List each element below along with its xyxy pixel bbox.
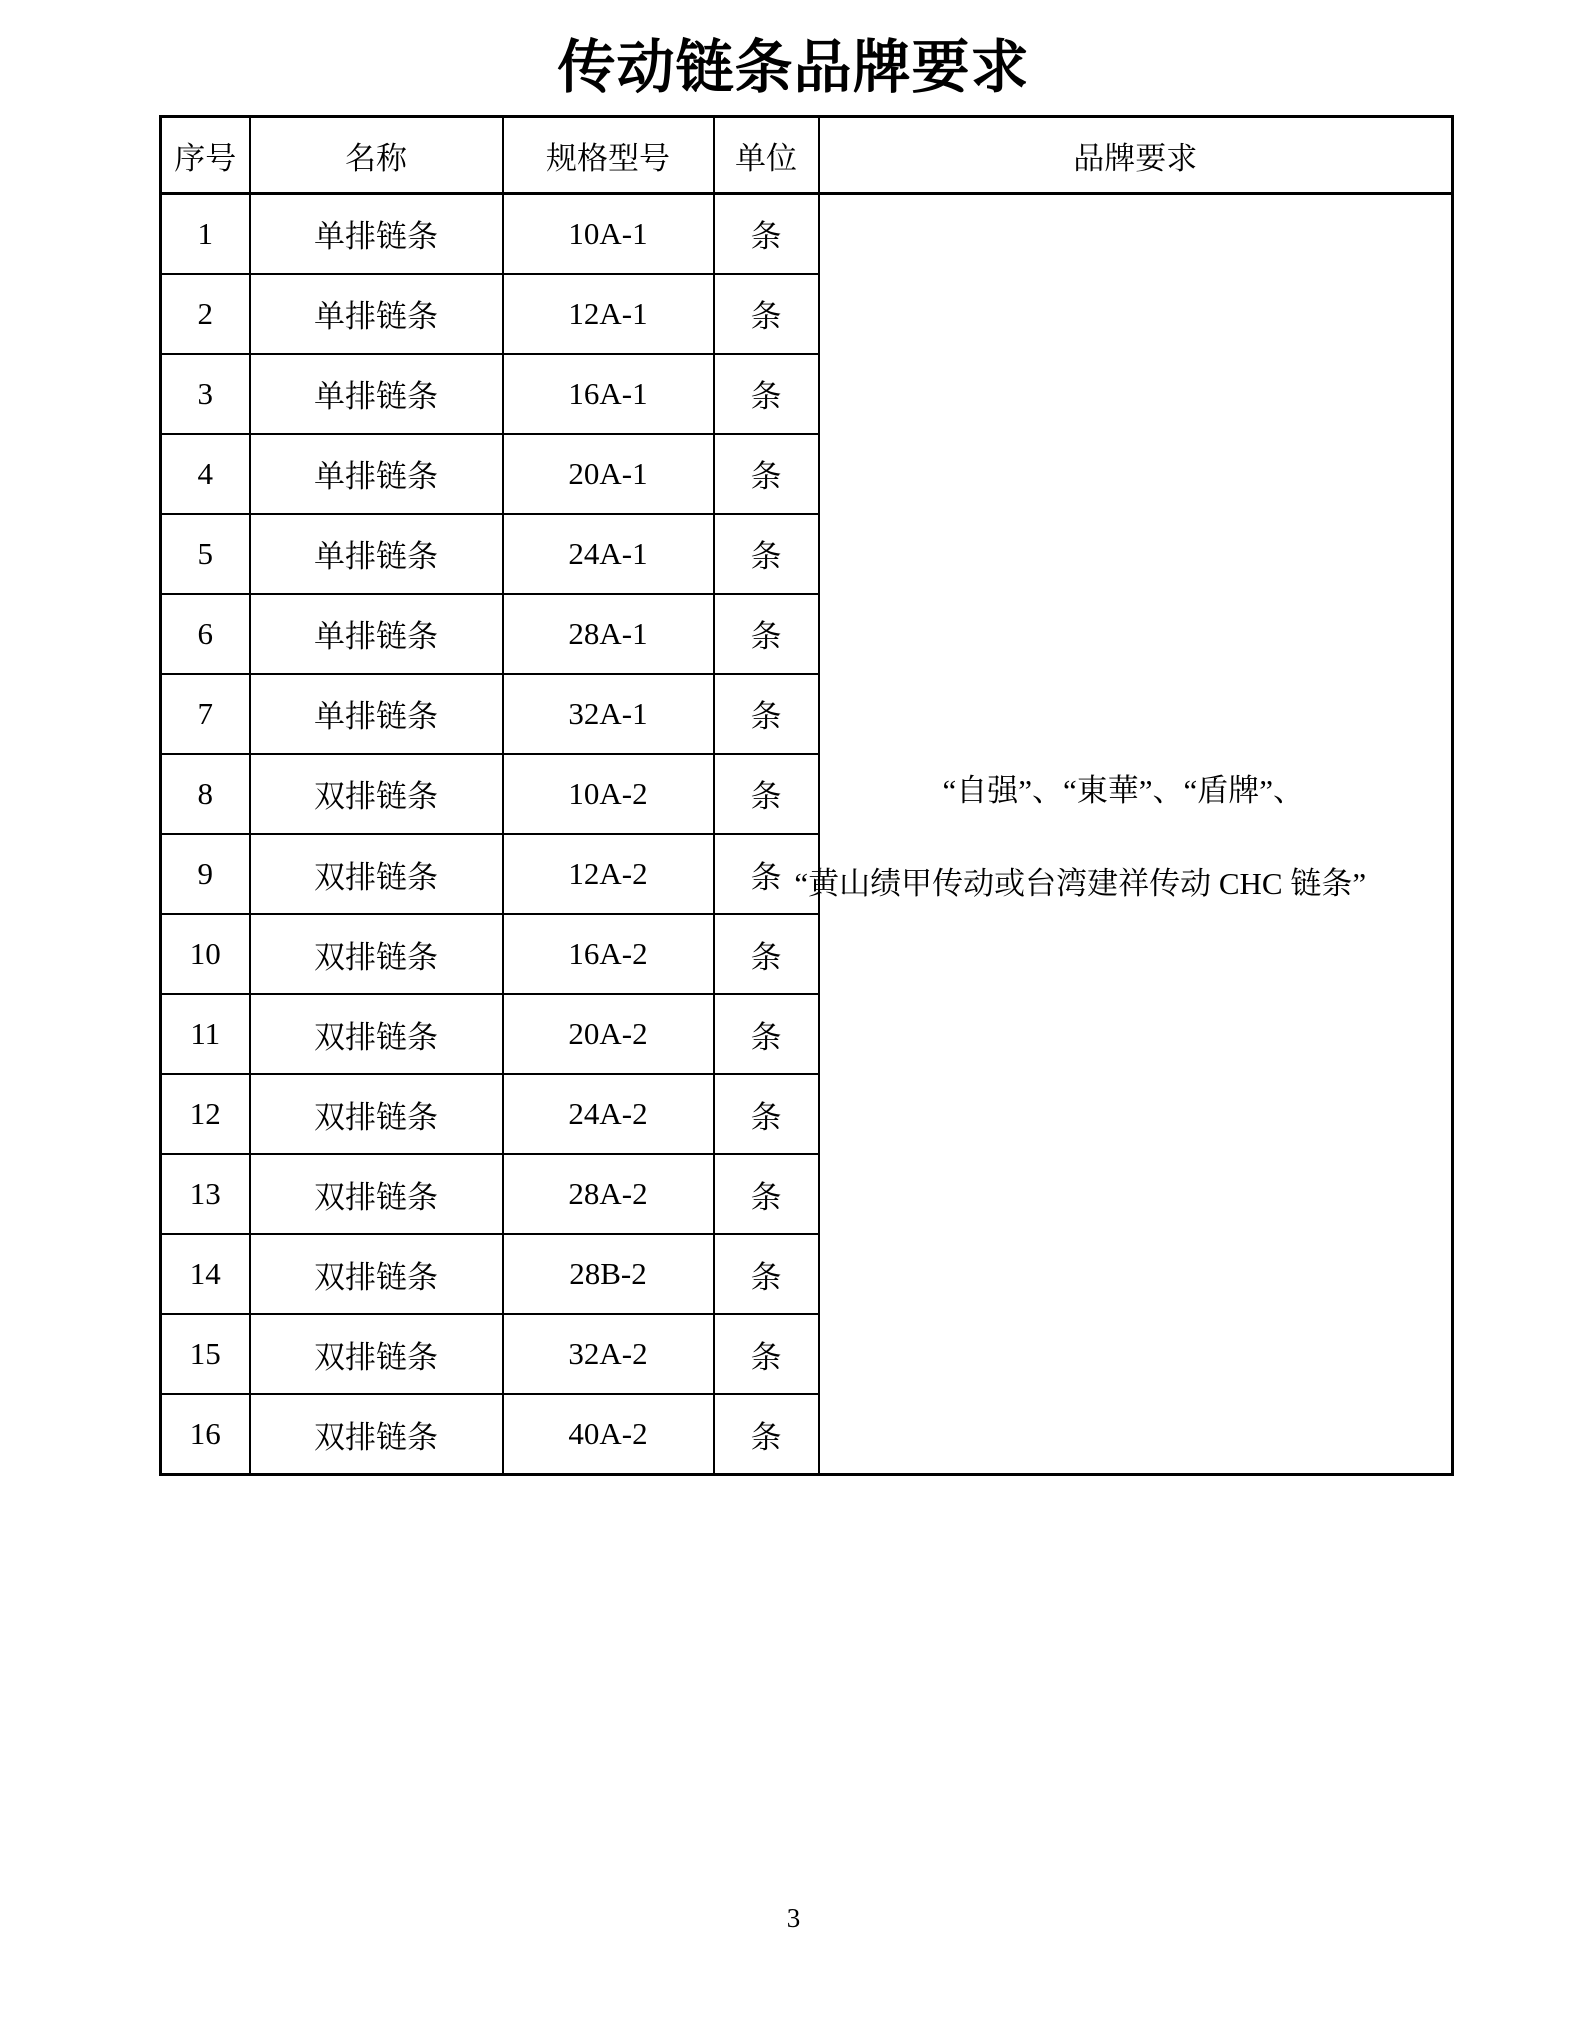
cell-unit: 条: [714, 274, 819, 354]
cell-name: 单排链条: [250, 514, 503, 594]
cell-spec: 20A-2: [503, 994, 714, 1074]
header-unit: 单位: [714, 117, 819, 194]
cell-unit: 条: [714, 754, 819, 834]
cell-name: 单排链条: [250, 674, 503, 754]
header-brand: 品牌要求: [819, 117, 1453, 194]
cell-spec: 16A-1: [503, 354, 714, 434]
cell-name: 双排链条: [250, 994, 503, 1074]
cell-name: 单排链条: [250, 434, 503, 514]
cell-unit: 条: [714, 354, 819, 434]
cell-name: 单排链条: [250, 594, 503, 674]
cell-spec: 28A-2: [503, 1154, 714, 1234]
cell-spec: 16A-2: [503, 914, 714, 994]
cell-spec: 24A-1: [503, 514, 714, 594]
table-body: [161, 194, 1453, 1475]
cell-no: 10: [161, 914, 250, 994]
cell-unit: 条: [714, 674, 819, 754]
cell-spec: 12A-2: [503, 834, 714, 914]
cell-spec: 24A-2: [503, 1074, 714, 1154]
cell-spec: 10A-2: [503, 754, 714, 834]
cell-spec: 40A-2: [503, 1394, 714, 1474]
brand-requirements-cell: [794, 194, 1453, 1475]
cell-no: 8: [161, 754, 250, 834]
cell-name: 单排链条: [250, 274, 503, 354]
cell-spec: 20A-1: [503, 434, 714, 514]
cell-name: 双排链条: [250, 754, 503, 834]
header-no: 序号: [161, 117, 250, 194]
brand-requirements-table: [159, 115, 1454, 1476]
table-row: [161, 194, 1453, 274]
cell-unit: 条: [714, 434, 819, 514]
cell-no: 14: [161, 1234, 250, 1314]
cell-unit: 条: [714, 1394, 819, 1474]
cell-no: 16: [161, 1394, 250, 1474]
cell-no: 2: [161, 274, 250, 354]
cell-name: 双排链条: [250, 1154, 503, 1234]
brand-line: “自强”、“東華”、“盾牌”、: [942, 773, 1305, 808]
cell-unit: 条: [714, 514, 819, 594]
cell-no: 13: [161, 1154, 250, 1234]
cell-no: 6: [161, 594, 250, 674]
cell-unit: 条: [714, 1234, 819, 1314]
cell-no: 5: [161, 514, 250, 594]
brand-line: “黄山绩甲传动或台湾建祥传动 CHC 链条”: [794, 866, 1367, 901]
page-number: 3: [786, 1903, 801, 1933]
cell-spec: 12A-1: [503, 274, 714, 354]
cell-name: 双排链条: [250, 1394, 503, 1474]
cell-spec: 28B-2: [503, 1234, 714, 1314]
header-name: 名称: [250, 117, 503, 194]
cell-name: 双排链条: [250, 1314, 503, 1394]
cell-no: 15: [161, 1314, 250, 1394]
cell-unit: 条: [714, 194, 819, 274]
cell-spec: 32A-2: [503, 1314, 714, 1394]
cell-no: 7: [161, 674, 250, 754]
page-title: 传动链条品牌要求: [557, 35, 1030, 100]
cell-no: 12: [161, 1074, 250, 1154]
cell-unit: 条: [714, 1154, 819, 1234]
cell-name: 双排链条: [250, 914, 503, 994]
cell-unit: 条: [714, 594, 819, 674]
cell-no: 3: [161, 354, 250, 434]
table-header-row: [161, 117, 1453, 194]
cell-name: 单排链条: [250, 194, 503, 274]
cell-no: 1: [161, 194, 250, 274]
cell-unit: 条: [714, 1074, 819, 1154]
cell-name: 双排链条: [250, 1234, 503, 1314]
brand-requirements-text: [794, 765, 1452, 903]
cell-no: 4: [161, 434, 250, 514]
cell-spec: 28A-1: [503, 594, 714, 674]
cell-no: 11: [161, 994, 250, 1074]
cell-unit: 条: [714, 834, 819, 914]
cell-unit: 条: [714, 1314, 819, 1394]
cell-unit: 条: [714, 994, 819, 1074]
cell-name: 双排链条: [250, 1074, 503, 1154]
cell-spec: 10A-1: [503, 194, 714, 274]
cell-no: 9: [161, 834, 250, 914]
cell-name: 单排链条: [250, 354, 503, 434]
cell-spec: 32A-1: [503, 674, 714, 754]
cell-unit: 条: [714, 914, 819, 994]
cell-name: 双排链条: [250, 834, 503, 914]
header-spec: 规格型号: [503, 117, 714, 194]
